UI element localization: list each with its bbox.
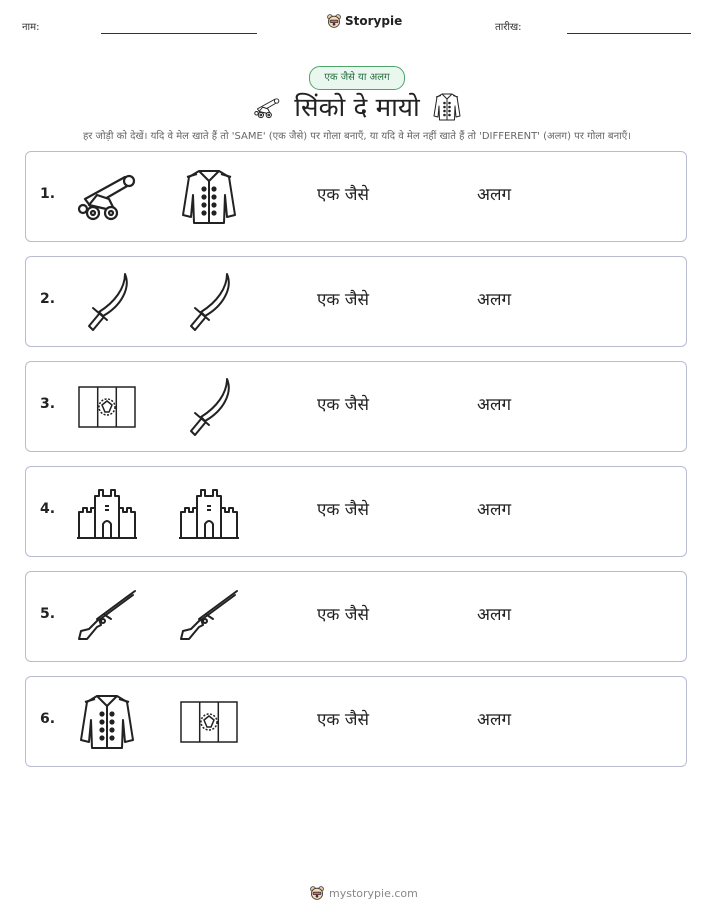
castle-icon (177, 480, 241, 544)
worksheet-type-badge: एक जैसे या अलग (309, 66, 405, 90)
footer (309, 885, 418, 901)
bear-mascot-icon (326, 13, 342, 29)
row-number: 3. (40, 396, 56, 412)
mexican-flag-icon (177, 690, 241, 754)
footer-url[interactable]: mystorypie.com (329, 886, 418, 900)
exercise-row (25, 361, 687, 452)
row-number: 1. (40, 186, 56, 202)
mexican-flag-icon (75, 375, 139, 439)
page-title: सिंको दे मायो (294, 93, 420, 123)
date-line[interactable] (567, 33, 691, 34)
row-number: 2. (40, 291, 56, 307)
military-jacket-icon (431, 91, 463, 123)
military-jacket-icon (177, 165, 241, 229)
different-option[interactable]: अलग (477, 395, 512, 415)
different-option[interactable]: अलग (477, 605, 512, 625)
cannon-icon (75, 165, 139, 229)
name-line[interactable] (101, 33, 257, 34)
rifle-icon (75, 585, 139, 649)
instructions: हर जोड़ी को देखें। यदि वे मेल खाते हैं तो 'SAME' (एक जैसे) पर गोला बनाएँ, या यदि वे मेल नहीं खाते हैं तो 'DIFFERENT' (अलग) पर गोला बनाएँ। (82, 131, 632, 142)
same-option[interactable]: एक जैसे (317, 395, 369, 415)
different-option[interactable]: अलग (477, 710, 512, 730)
sword-icon (75, 270, 139, 334)
sword-icon (177, 270, 241, 334)
row-number: 4. (40, 501, 56, 517)
military-jacket-icon (75, 690, 139, 754)
brand (326, 13, 402, 29)
same-option[interactable]: एक जैसे (317, 185, 369, 205)
castle-icon (75, 480, 139, 544)
different-option[interactable]: अलग (477, 500, 512, 520)
bear-mascot-icon (309, 885, 325, 901)
same-option[interactable]: एक जैसे (317, 710, 369, 730)
same-option[interactable]: एक जैसे (317, 500, 369, 520)
sword-icon (177, 375, 241, 439)
row-number: 5. (40, 606, 56, 622)
different-option[interactable]: अलग (477, 185, 512, 205)
brand-name: Storypie (345, 14, 403, 28)
exercise-row (25, 256, 687, 347)
exercise-row (25, 151, 687, 242)
date-label: तारीख: (495, 22, 522, 33)
exercise-row (25, 676, 687, 767)
rifle-icon (177, 585, 241, 649)
same-option[interactable]: एक जैसे (317, 290, 369, 310)
row-number: 6. (40, 711, 56, 727)
exercise-row (25, 466, 687, 557)
name-label: नाम: (22, 22, 40, 33)
same-option[interactable]: एक जैसे (317, 605, 369, 625)
different-option[interactable]: अलग (477, 290, 512, 310)
exercise-row (25, 571, 687, 662)
